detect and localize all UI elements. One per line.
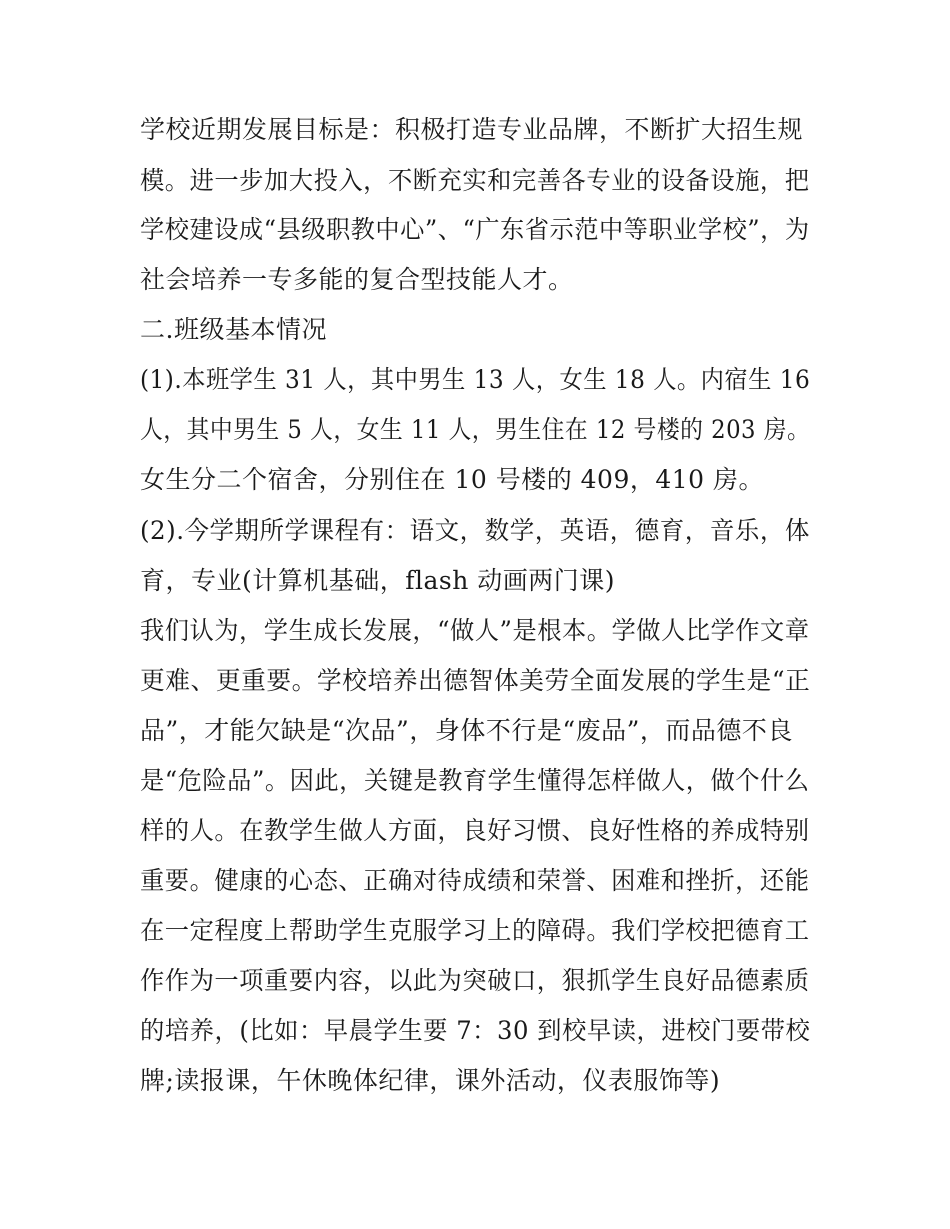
- text-line: 重要。健康的心态、正确对待成绩和荣誉、困难和挫折，还能: [140, 866, 810, 895]
- text-line: 是“危险品”。因此，关键是教育学生懂得怎样做人，做个什么: [140, 766, 810, 795]
- text-line: 社会培养一专多能的复合型技能人才。: [140, 265, 574, 294]
- text-line: 女生分二个宿舍，分别住在 10 号楼的 409，410 房。: [140, 465, 765, 494]
- text-line: 学校建设成“县级职教中心”、“广东省示范中等职业学校”，为: [140, 215, 810, 244]
- text-line: 更难、更重要。学校培养出德智体美劳全面发展的学生是“正: [140, 666, 811, 695]
- text-line: 的培养，(比如：早晨学生要 7：30 到校早读，进校门要带校: [140, 1016, 811, 1045]
- text-line: 学校近期发展目标是：积极打造专业品牌，不断扩大招生规: [140, 115, 804, 144]
- text-line: 我们认为，学生成长发展，“做人”是根本。学做人比学作文章: [140, 616, 810, 645]
- text-line: 人，其中男生 5 人，女生 11 人，男生住在 12 号楼的 203 房。: [140, 415, 811, 444]
- text-line: 育，专业(计算机基础，flash 动画两门课): [140, 566, 616, 595]
- text-line: 品”，才能欠缺是“次品”，身体不行是“废品”，而品德不良: [140, 716, 793, 745]
- text-line: 样的人。在教学生做人方面，良好习惯、良好性格的养成特别: [140, 816, 810, 845]
- text-line: 模。进一步加大投入，不断充实和完善各专业的设备设施，把: [140, 166, 810, 195]
- section-heading: 二.班级基本情况: [140, 315, 327, 344]
- text-line: (1).本班学生 31 人，其中男生 13 人，女生 18 人。内宿生 16: [140, 365, 811, 394]
- text-line: 作作为一项重要内容，以此为突破口，狠抓学生良好品德素质: [140, 966, 810, 995]
- text-line: 牌;读报课，午休晚体纪律，课外活动，仪表服饰等): [140, 1066, 721, 1095]
- text-line: (2).今学期所学课程有：语文，数学，英语，德育，音乐，体: [140, 516, 810, 545]
- text-line: 在一定程度上帮助学生克服学习上的障碍。我们学校把德育工: [140, 916, 810, 945]
